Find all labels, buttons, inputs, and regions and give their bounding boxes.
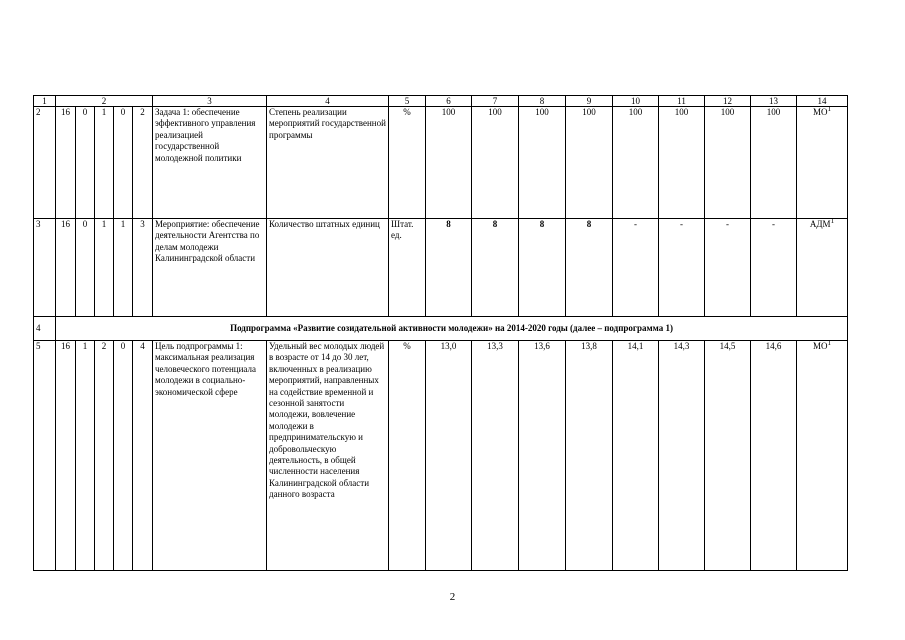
code-cell: 1 [95, 107, 114, 219]
task-name: Задача 1: обеспечение эффективного управления реализацией государственной молодежной политики [153, 107, 267, 219]
header-col-14: 14 [797, 96, 848, 107]
header-col-11: 11 [659, 96, 705, 107]
value-cell: 13,6 [519, 341, 566, 571]
header-col-7: 7 [472, 96, 519, 107]
header-col-5: 5 [389, 96, 426, 107]
code-cell: 0 [114, 341, 133, 571]
value-cell: 100 [566, 107, 613, 219]
value-cell: 8 [426, 219, 472, 317]
code-cell: 1 [95, 219, 114, 317]
value-cell: 13,0 [426, 341, 472, 571]
source-cell [797, 107, 848, 219]
value-cell: 14,5 [705, 341, 751, 571]
source-text: МО [812, 107, 828, 117]
source-cell [797, 341, 848, 571]
unit-cell: % [389, 341, 426, 571]
value-cell: 13,8 [566, 341, 613, 571]
code-cell: 0 [114, 107, 133, 219]
goal-name: Цель подпрограммы 1: максимальная реализация человеческого потенциала молодежи в социально-экономической сфере [153, 341, 267, 571]
source-text: МО [812, 341, 828, 351]
code-cell: 0 [76, 107, 95, 219]
indicators-table [33, 95, 848, 571]
code-cell: 3 [133, 219, 153, 317]
source-cell [797, 219, 848, 317]
code-cell: 0 [76, 219, 95, 317]
value-cell: 14,3 [659, 341, 705, 571]
header-col-6: 6 [426, 96, 472, 107]
indicator-name: Количество штатных единиц [267, 219, 389, 317]
value-cell: 8 [472, 219, 519, 317]
value-cell: 100 [426, 107, 472, 219]
value-cell: 100 [613, 107, 659, 219]
table-row [34, 107, 848, 219]
code-cell: 16 [56, 341, 76, 571]
header-col-10: 10 [613, 96, 659, 107]
value-cell: 8 [566, 219, 613, 317]
value-cell: 13,3 [472, 341, 519, 571]
table-row [34, 341, 848, 571]
activity-name: Мероприятие: обеспечение деятельности Агентства по делам молодежи Калининградской области [153, 219, 267, 317]
value-cell: 100 [751, 107, 797, 219]
row-number: 4 [34, 317, 56, 341]
value-cell: 100 [472, 107, 519, 219]
header-col-12: 12 [705, 96, 751, 107]
code-cell: 4 [133, 341, 153, 571]
indicator-name: Степень реализации мероприятий государственной программы [267, 107, 389, 219]
value-cell: - [751, 219, 797, 317]
value-cell: 14,1 [613, 341, 659, 571]
unit-cell: Штат. ед. [389, 219, 426, 317]
value-cell: 8 [519, 219, 566, 317]
value-cell: 100 [705, 107, 751, 219]
code-cell: 2 [95, 341, 114, 571]
footnote-mark: 1 [827, 340, 831, 347]
code-cell: 16 [56, 219, 76, 317]
code-cell: 1 [76, 341, 95, 571]
header-col-8: 8 [519, 96, 566, 107]
value-cell: - [613, 219, 659, 317]
value-cell: - [659, 219, 705, 317]
header-col-4: 4 [267, 96, 389, 107]
header-row [34, 96, 848, 107]
header-col-2: 2 [56, 96, 153, 107]
row-number: 3 [34, 219, 56, 317]
subprogram-row [34, 317, 848, 341]
footnote-mark: 1 [830, 218, 835, 225]
value-cell: - [705, 219, 751, 317]
code-cell: 1 [114, 219, 133, 317]
value-cell: 14,6 [751, 341, 797, 571]
unit-cell: % [389, 107, 426, 219]
header-col-1: 1 [34, 96, 56, 107]
code-cell: 2 [133, 107, 153, 219]
footnote-mark: 1 [827, 106, 831, 113]
header-col-13: 13 [751, 96, 797, 107]
row-number: 5 [34, 341, 56, 571]
subprogram-title: Подпрограмма «Развитие созидательной активности молодежи» на 2014-2020 годы (далее – подпрограмма 1) [56, 317, 848, 341]
code-cell: 16 [56, 107, 76, 219]
header-col-9: 9 [566, 96, 613, 107]
row-number: 2 [34, 107, 56, 219]
value-cell: 100 [659, 107, 705, 219]
page-number: 2 [449, 591, 456, 603]
value-cell: 100 [519, 107, 566, 219]
indicator-name: Удельный вес молодых людей в возрасте от 14 до 30 лет, включенных в реализацию мероприятий, направленных на содействие временной и сезонной занятости молодежи, вовлечение молодежи в предпринимательскую и добровольческую деятельность, в общей численности населения Калининградской области данного возраста [267, 341, 389, 571]
table-row [34, 219, 848, 317]
source-text: АДМ [809, 219, 831, 229]
header-col-3: 3 [153, 96, 267, 107]
